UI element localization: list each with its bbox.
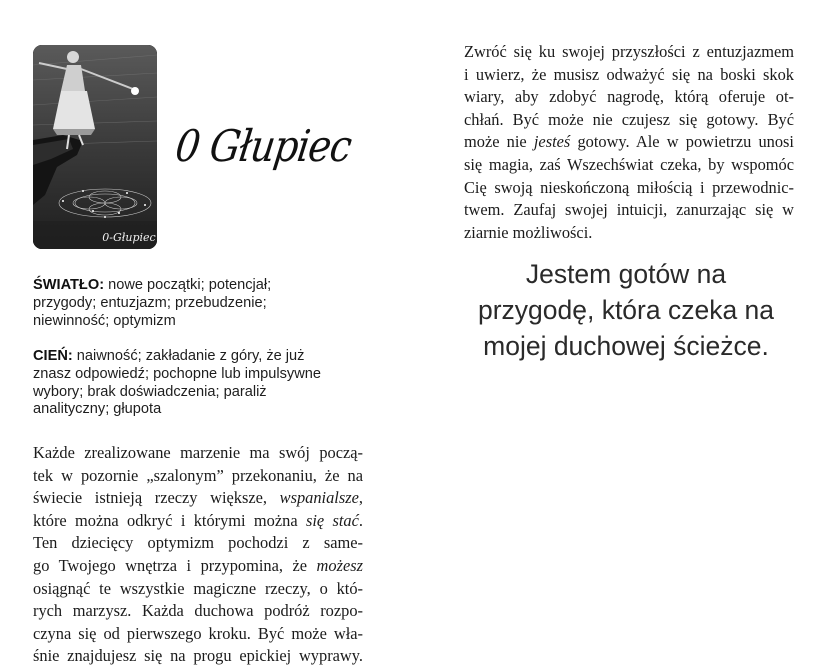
light-traits (33, 277, 363, 330)
body-line: ziarnie możliwości. (464, 222, 593, 242)
affirmation-line: mojej duchowej ścieżce. (483, 331, 769, 361)
body-line: Cię swoją nieskończoną miłością i przewodnic- (464, 177, 794, 197)
light-text-1: nowe początki; potencjał; (104, 277, 272, 293)
body-line: Zwróć się ku swojej przyszłości z entuzjazmem (464, 42, 794, 61)
body-line (464, 131, 794, 154)
body-line: Każde zrealizowane marzenie ma swój począ- (33, 443, 363, 462)
affirmation-line: Jestem gotów na (525, 259, 727, 289)
light-label: ŚWIATŁO: (33, 277, 105, 293)
body-segment: go Twojego wnętrza i przypomina, że (33, 555, 317, 575)
body-line: wiary, aby zdobyć nagrodę, którą oferuje ot- (464, 87, 794, 107)
emphasis: jesteś (533, 132, 571, 152)
body-line: i uwierz, że musisz odważyć się na boski skok (464, 64, 794, 84)
body-line (33, 555, 363, 578)
body-segment: . (358, 510, 363, 530)
body-segment: gotowy. Ale w powietrzu unosi (570, 132, 794, 152)
body-line: tek w pozornie „szalonym” przekonaniu, że na (33, 465, 363, 485)
body-line: twem. Zaufaj swojej intuicji, zanurzając się w (464, 200, 794, 220)
light-text-3: niewinność; optymizm (33, 312, 176, 329)
body-line (33, 510, 363, 533)
body-line: śnie znajdujesz się na progu epickiej wyprawy. (33, 646, 363, 666)
left-body-paragraph (33, 442, 363, 668)
affirmation-line: przygodę, która czeka na (477, 295, 775, 325)
shadow-text-4: analityczny; głupota (33, 401, 162, 418)
body-line (33, 487, 363, 510)
light-text-2: przygody; entuzjazm; przebudzenie; (33, 294, 267, 311)
affirmation (440, 256, 812, 364)
body-line: czyna się od pierwszego kroku. Być może wła- (33, 623, 363, 643)
body-line: się magia, zaś Wszechświat czeka, by wspomóc (464, 154, 794, 174)
body-line: chłań. Być może nie czujesz się gotowy. Być (464, 109, 794, 129)
shadow-text-1: naiwność; zakładanie z góry, że już (72, 348, 305, 364)
card-title: 0 Głupiec (172, 120, 355, 172)
shadow-text-3: wybory; brak doświadczenia; paraliż (33, 383, 267, 400)
shadow-label: CIEŃ: (33, 348, 73, 364)
shadow-traits (33, 348, 363, 419)
fool-card-illustration (33, 45, 157, 249)
emphasis: możesz (316, 555, 363, 575)
shadow-text-2: znasz odpowiedź; pochopne lub impulsywne (33, 365, 321, 382)
emphasis: się stać (305, 510, 359, 530)
card-caption: 0-Głupiec (102, 231, 156, 244)
body-line: osiągnąć te wszystkie magiczne rzeczy, o któ- (33, 578, 363, 598)
body-segment: które można odkryć i którymi można (33, 510, 306, 530)
body-line: Ten dziecięcy optymizm pochodzi z same- (33, 533, 363, 553)
body-segment: może nie (464, 132, 534, 152)
body-line: rych marzysz. Każda duchowa podróż rozpo- (33, 601, 363, 621)
body-segment: , (358, 488, 363, 508)
body-segment: świecie istnieją rzeczy większe, (33, 488, 280, 508)
right-body-paragraph (464, 41, 794, 244)
emphasis: wspanialsze (279, 488, 359, 508)
tarot-card-image (33, 45, 157, 249)
